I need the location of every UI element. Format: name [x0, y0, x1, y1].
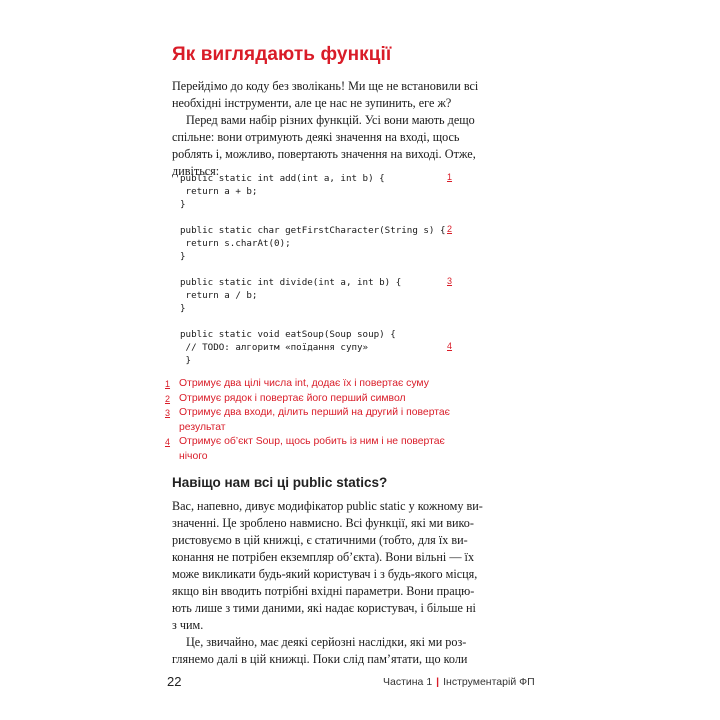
annotation-item	[165, 392, 465, 407]
footer-separator: |	[436, 676, 440, 688]
annotation-number: 4	[165, 437, 171, 447]
code-line: }	[180, 251, 186, 262]
code-line: return a / b;	[180, 290, 258, 301]
code-marker: 3	[447, 276, 453, 286]
code-annotations	[165, 377, 465, 464]
text-line: роблять і, можливо, повертають значення на виході. Отже,	[172, 147, 476, 161]
annotation-text: Отримує об’єкт Soup, щось робить із ним і не повертає	[179, 436, 445, 447]
code-marker: 1	[447, 172, 453, 182]
footer-part: Частина 1	[383, 676, 433, 688]
code-line: return s.charAt(0);	[180, 238, 291, 249]
annotation-text: Отримує два цілі числа int, додає їх і повертає суму	[179, 378, 429, 389]
text-line: необхідні інструменти, але це нас не зупинить, еге ж?	[172, 96, 452, 110]
annotation-item	[165, 435, 465, 464]
footer-section: Інструментарій ФП	[443, 676, 535, 688]
code-line: }	[180, 199, 186, 210]
annotation-item	[165, 406, 465, 435]
section-heading: Як виглядають функції	[172, 44, 392, 65]
annotation-text: результат	[179, 421, 226, 433]
text-line: ристовуємо в цій книжці, є статичними (тобто, для їх ви-	[172, 533, 468, 547]
code-line: }	[180, 303, 186, 314]
code-line: public static void eatSoup(Soup soup) {	[180, 329, 396, 340]
annotation-text: Отримує рядок і повертає його перший символ	[179, 392, 406, 404]
code-line: public static char getFirstCharacter(String s) {	[180, 225, 446, 236]
code-line: }	[180, 355, 192, 366]
text-line: дивіться:	[172, 164, 220, 178]
annotation-number: 2	[165, 393, 171, 404]
running-footer	[383, 676, 535, 688]
annotation-text: нічого	[179, 450, 208, 462]
code-line: // TODO: алгоритм «поїдання супу»	[180, 342, 369, 353]
text-line: з чим.	[172, 618, 204, 632]
text-line: значенні. Це зроблено навмисно. Всі функції, які ми вико-	[172, 516, 474, 530]
text-line: Вас, напевно, дивує модифікатор public static у кожному ви-	[172, 499, 483, 513]
statics-paragraph	[172, 498, 483, 634]
code-marker: 2	[447, 224, 453, 234]
code-line: public static int divide(int a, int b) {	[180, 277, 402, 288]
text-line: ють лише з тими даними, які надає користувач, і більше ні	[172, 601, 476, 615]
code-marker: 4	[447, 341, 453, 351]
code-line: public static int add(int a, int b) {	[180, 173, 385, 184]
text-line: Перейдімо до коду без зволікань! Ми ще не встановили всі	[172, 79, 479, 93]
code-line: return a + b;	[180, 186, 258, 197]
annotation-number: 3	[165, 408, 171, 418]
text-line: Це, звичайно, має деякі серйозні наслідки, які ми роз-	[186, 635, 467, 649]
text-line: спільне: вони отримують деякі значення на вході, щось	[172, 130, 460, 144]
annotation-number: 1	[165, 379, 171, 389]
consequences-paragraph	[172, 634, 472, 668]
text-line: якщо він вводить потрібні вхідні параметри. Вони працю-	[172, 584, 475, 598]
annotation-text: Отримує два входи, ділить перший на другий і повертає	[179, 407, 450, 418]
subsection-heading: Навіщо нам всі ці public statics?	[172, 475, 388, 490]
functions-paragraph	[172, 112, 476, 180]
annotation-item	[165, 377, 465, 392]
intro-paragraph	[172, 78, 479, 112]
text-line: глянемо далі в цій книжці. Поки слід пам’ятати, що коли	[172, 652, 468, 666]
text-line: може викликати будь-який користувач і з будь-якого місця,	[172, 567, 478, 581]
text-line: конання не потрібен екземпляр об’єкта). Вони вільні — їх	[172, 550, 475, 564]
page-number: 22	[167, 674, 182, 689]
text-line: Перед вами набір різних функцій. Усі вони мають дещо	[186, 113, 475, 127]
